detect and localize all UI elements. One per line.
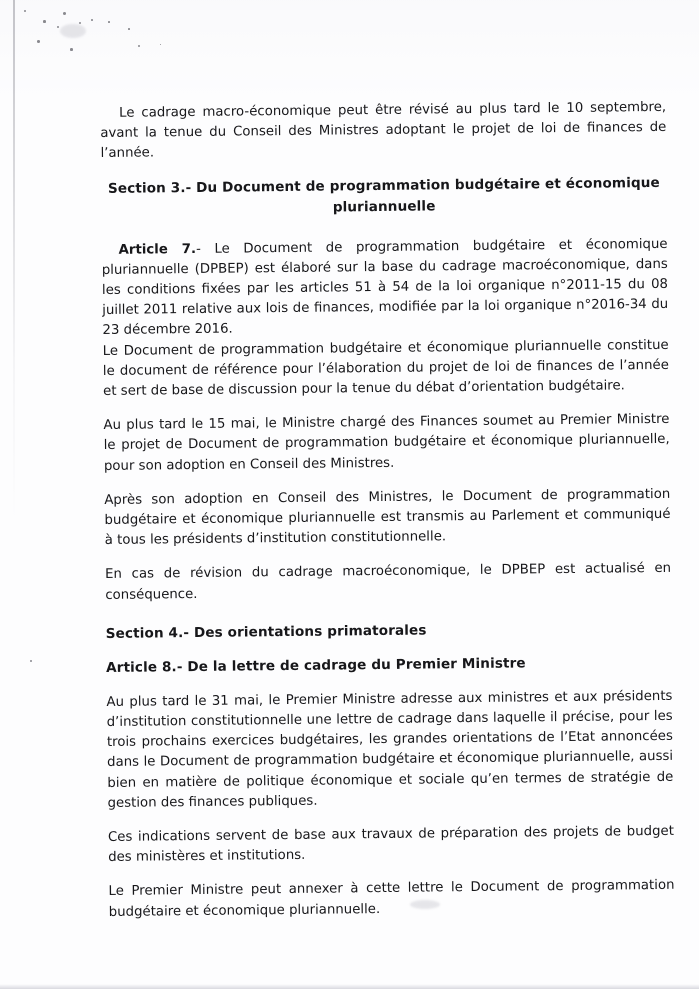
scan-speck: [70, 48, 73, 51]
document-body: [100, 98, 675, 937]
paragraph-article-7: [101, 234, 668, 341]
scan-speck: [37, 40, 40, 43]
scan-speck: [43, 20, 46, 23]
paragraph-revision-cadrage: En cas de révision du cadrage macroéconomique, le DPBEP est actualisé en conséquence.: [105, 561, 672, 603]
paragraph-15-mai: Au plus tard le 15 mai, le Ministre chargé des Finances soumet au Premier Ministre le projet de Document de programmation budgétaire et économique pluriannuelle, pour son adoption en Conseil des Ministres.: [103, 412, 670, 474]
paragraph-annexe: Le Premier Ministre peut annexer à cette lettre le Document de programmation budgétaire et économique pluriannuelle.: [108, 878, 675, 920]
scan-left-edge-line: [13, 0, 15, 520]
scan-speck: [128, 28, 130, 30]
article-7-body: - Le Document de programmation budgétaire et économique pluriannuelle (DPBEP) est élaboré sur la base du cadrage macroéconomique, dans les conditions fixées par les articles 51 à 54 de la loi organique n°2011-15 du 08 juillet 2011 relative aux lois de finances, modifiée par la loi organique n°2016-34 du 23 décembre 2016.: [101, 236, 669, 339]
paragraph-indications: Ces indications servent de base aux travaux de préparation des projets de budget des ministères et institutions.: [107, 823, 674, 866]
paragraph-31-mai: Au plus tard le 31 mai, le Premier Ministre adresse aux ministres et aux présidents d’institution constitutionnelle une lettre de cadrage dans laquelle il précise, pour les trois prochains exercices budgétaires, les grandes orientations de l’Etat annoncées dans le Document de programmation budgétaire et économique pluriannuelle, aussi bien en matière de politique économique et sociale qu’en termes de stratégie de gestion des finances publiques.: [106, 688, 674, 811]
paragraph-cadrage-revision: Le cadrage macro-économique peut être révisé au plus tard le 10 septembre, avant la tenue du Conseil des Ministres adoptant le projet de loi de finances de l’année.: [100, 99, 667, 162]
paragraph-document-reference: Le Document de programmation budgétaire et économique pluriannuelle constitue le document de référence pour l’élaboration du projet de loi de finances de l’année et sert de base de discussion pour la tenue du débat d’orientation budgétaire.: [102, 337, 669, 400]
heading-section-4: Section 4.- Des orientations primatorales: [105, 622, 427, 642]
scan-speck: [91, 19, 93, 21]
scan-speck: [79, 22, 81, 24]
heading-article-8: Article 8.- De la lettre de cadrage du Premier Ministre: [106, 655, 526, 676]
scan-bottom-band: [0, 984, 699, 989]
scan-top-tint: [0, 0, 699, 100]
scan-smudge: [60, 24, 86, 38]
heading-section-3: Section 3.- Du Document de programmation budgétaire et économique pluriannuelle: [107, 174, 660, 216]
article-7-label: Article 7.: [118, 241, 197, 258]
paragraph-apres-adoption: Après son adoption en Conseil des Ministres, le Document de programmation budgétaire et économique pluriannuelle est transmis au Parlement et communiqué à tous les présidents d’institution constitutionnelle.: [104, 486, 671, 549]
scan-speck: [30, 660, 32, 662]
scan-speck: [108, 21, 110, 23]
